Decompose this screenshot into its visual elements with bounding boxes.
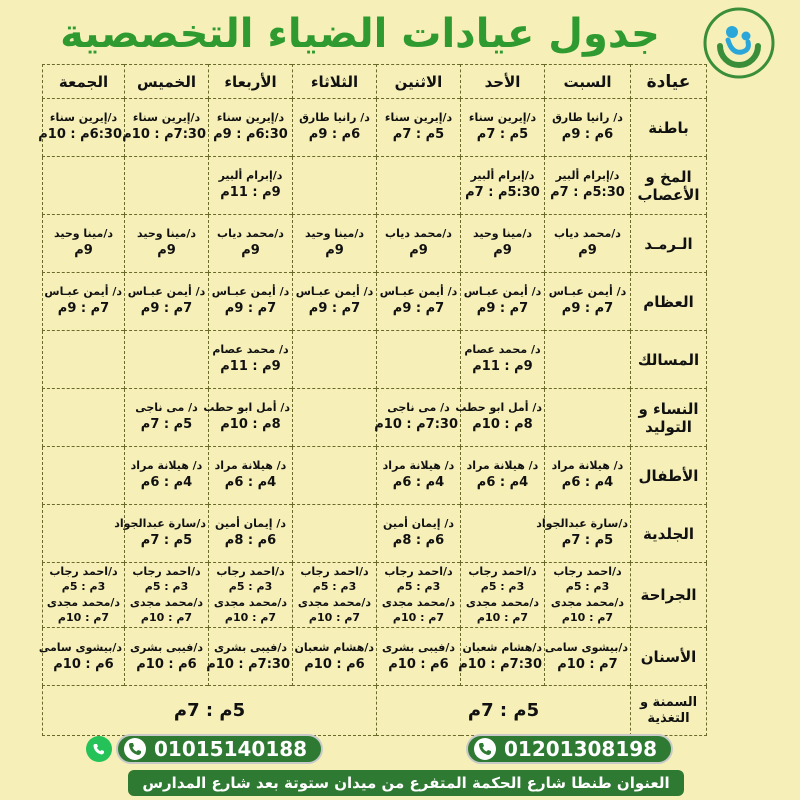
clinic-hours: 6م : 10م	[304, 656, 365, 672]
schedule-cell	[377, 686, 631, 736]
doctor-slot	[38, 640, 122, 673]
schedule-cell	[125, 157, 209, 215]
schedule-cell	[293, 389, 377, 447]
clinic-hours: 7:30م : 10م	[458, 656, 542, 672]
doctor-slot	[295, 565, 374, 595]
doctor-name: د/محمد مجدى	[465, 595, 540, 609]
clinic-hours: 7م : 10م	[476, 610, 529, 624]
schedule-cell	[293, 215, 377, 273]
table-row	[43, 389, 707, 447]
doctor-slot	[127, 227, 206, 259]
clinic-hours: 5م : 7م	[476, 127, 529, 143]
address-bar: العنوان طنطا شارع الحكمة المتفرع من ميدان ستوتة بعد شارع المدارس	[128, 770, 684, 796]
schedule-cell	[374, 389, 461, 447]
page-title: جدول عيادات الضياء التخصصية	[60, 11, 660, 57]
table-header-row	[43, 65, 707, 99]
clinic-name: الجلدية	[631, 505, 707, 563]
doctor-slot	[45, 227, 122, 259]
clinic-hours: 8م : 10م	[472, 417, 533, 433]
schedule-cell	[377, 331, 461, 389]
clinic-hours: 3م : 5م	[396, 579, 441, 593]
clinic-hours: 9م	[157, 243, 176, 259]
doctor-name: د/فيبى بشرى	[129, 640, 204, 654]
doctor-name: د/محمد مجدى	[129, 595, 204, 609]
doctor-name: د/إيرين سناء	[384, 111, 453, 125]
clinic-hours: 7م : 9م	[224, 301, 277, 317]
schedule-cell	[545, 273, 631, 331]
clinic-hours: 7:30م : 10م	[206, 656, 290, 672]
clinic-hours: 7م : 10م	[140, 610, 193, 624]
clinic-hours: 9م	[578, 243, 597, 259]
clinic-hours: 9م : 11م	[472, 359, 533, 375]
clinic-hours: 5م : 7م	[140, 533, 193, 549]
doctor-name: د/محمد دياب	[554, 227, 621, 241]
doctor-slot	[211, 565, 290, 595]
doctor-slot	[455, 401, 542, 433]
phone-whatsapp-number: 01015140188	[154, 737, 308, 761]
doctor-name: د/فيبى بشرى	[213, 640, 288, 654]
schedule-cell	[293, 273, 377, 331]
doctor-name: د/محمد مجدى	[297, 595, 372, 609]
doctor-name: د/محمد مجدى	[46, 595, 121, 609]
doctor-slot	[45, 596, 122, 626]
doctor-name: د/احمد رجاب	[468, 565, 537, 578]
schedule-cell	[293, 505, 377, 563]
clinic-hours: 6م : 10م	[53, 656, 114, 672]
schedule-cell	[461, 563, 545, 628]
clinic-name: الجراحة	[631, 563, 707, 628]
clinic-hours: 9م	[241, 243, 260, 259]
doctor-slot	[379, 641, 458, 673]
clinic-hours: 3م : 5م	[144, 579, 189, 593]
schedule-cell	[209, 99, 293, 157]
doctor-slot	[295, 227, 374, 259]
clinic-name: السمنة و التغذية	[631, 686, 707, 736]
doctor-slot	[45, 285, 122, 317]
day-column-header: الجمعة	[43, 65, 125, 99]
clinic-hours: 5:30م : 7م	[465, 185, 540, 201]
clinic-hours: 7م : 9م	[476, 301, 529, 317]
doctor-name: د/ هيلانة مراد	[551, 459, 624, 473]
doctor-slot	[463, 285, 542, 317]
doctor-name: د/إبرام ألبير	[218, 169, 283, 183]
doctor-slot	[547, 285, 628, 317]
doctor-name: د/ أيمن عبـاس	[463, 285, 542, 299]
clinic-hours: 6م : 10م	[388, 656, 449, 672]
clinic-hours: 5م : 7م	[392, 127, 445, 143]
schedule-cell	[377, 99, 461, 157]
day-column-header: الأربعاء	[209, 65, 293, 99]
schedule-cell	[43, 686, 377, 736]
doctor-slot	[127, 641, 206, 673]
clinic-hours: 7م : 9م	[561, 301, 614, 317]
doctor-name: د/محمد مجدى	[381, 595, 456, 609]
clinic-hours: 5:30م : 7م	[550, 185, 625, 201]
clinic-hours: 3م : 5م	[312, 579, 357, 593]
table-row	[43, 157, 707, 215]
clinic-hours: 7م : 10م	[557, 656, 618, 672]
doctor-name: د/بيشوى سامى	[544, 640, 628, 654]
doctor-name: د/ رانيا طارق	[299, 111, 370, 125]
clinic-hours: 6م : 10م	[136, 656, 197, 672]
doctor-name: د/احمد رجاب	[384, 565, 453, 578]
clinic-hours: 6:30م : 9م	[213, 127, 288, 143]
doctor-slot	[374, 401, 458, 433]
schedule-cell	[125, 331, 209, 389]
doctor-name: د/هشام شعبان	[462, 640, 542, 654]
clinic-hours: 6م : 9م	[561, 127, 614, 143]
schedule-cell	[125, 447, 209, 505]
doctor-slot	[458, 640, 542, 673]
doctor-name: د/ أيمن عبـاس	[44, 285, 122, 299]
doctor-name: د/ محمد عصام	[212, 343, 289, 357]
table-row	[43, 215, 707, 273]
schedule-cell	[43, 447, 125, 505]
clinic-hours: 7م : 9م	[308, 301, 361, 317]
doctor-slot	[547, 565, 628, 595]
schedule-cell	[209, 563, 293, 628]
doctor-name: د/ أمل ابو حطب	[455, 401, 542, 415]
schedule-cell	[209, 331, 293, 389]
doctor-name: د/إيرين سناء	[216, 111, 285, 125]
clinic-hours: 6م : 9م	[308, 127, 361, 143]
doctor-slot	[463, 459, 542, 491]
doctor-name: د/ أمل ابو حطب	[203, 401, 290, 415]
doctor-name: د/احمد رجاب	[300, 565, 369, 578]
schedule-cell	[125, 563, 209, 628]
doctor-slot	[379, 517, 458, 549]
doctor-name: د/مينا وحيد	[53, 227, 114, 241]
doctor-slot	[295, 596, 374, 626]
schedule-cell	[377, 273, 461, 331]
doctor-slot	[547, 111, 628, 143]
doctor-slot	[295, 111, 374, 143]
clinic-hours: 6م : 8م	[224, 533, 277, 549]
doctor-name: د/ مى ناجى	[135, 401, 198, 415]
phone-icon	[474, 738, 496, 760]
schedule-cell	[114, 505, 209, 563]
doctor-name: د/سارة عبدالجواد	[536, 517, 628, 531]
doctor-name: د/إيرين سناء	[132, 111, 201, 125]
doctor-name: د/محمد مجدى	[213, 595, 288, 609]
clinic-hours: 3م : 5م	[480, 579, 525, 593]
clinic-logo	[702, 6, 776, 80]
doctor-name: د/ هيلانة مراد	[130, 459, 203, 473]
doctor-name: د/مينا وحيد	[304, 227, 365, 241]
clinic-hours: 9م	[74, 243, 93, 259]
doctor-slot	[463, 111, 542, 143]
schedule-cell	[545, 331, 631, 389]
schedule-cell	[377, 628, 461, 686]
doctor-name: د/فيبى بشرى	[381, 640, 456, 654]
doctor-slot	[379, 111, 458, 143]
doctor-slot	[211, 517, 290, 549]
clinic-hours: 6:30م : 10م	[38, 127, 122, 143]
clinic-hours: 3م : 5م	[61, 579, 106, 593]
schedule-cell	[377, 215, 461, 273]
doctor-name: د/محمد دياب	[217, 227, 284, 241]
doctor-slot	[463, 343, 542, 375]
doctor-slot	[463, 169, 542, 201]
clinic-hours: 7م : 9م	[392, 301, 445, 317]
table-row	[43, 563, 707, 628]
schedule-cell	[209, 273, 293, 331]
doctor-name: د/إبرام ألبير	[555, 169, 620, 183]
schedule-cell	[461, 273, 545, 331]
doctor-name: د/ إيمان أمين	[214, 517, 287, 531]
schedule-cell	[461, 157, 545, 215]
schedule-cell	[43, 215, 125, 273]
doctor-slot	[127, 565, 206, 595]
doctor-slot	[211, 343, 290, 375]
schedule-cell	[209, 157, 293, 215]
doctor-name: د/ أيمن عبـاس	[295, 285, 374, 299]
clinic-hours: 4م : 6م	[561, 475, 614, 491]
clinic-hours: 8م : 10م	[220, 417, 281, 433]
doctor-slot	[127, 401, 206, 433]
doctor-name: د/مينا وحيد	[472, 227, 533, 241]
doctor-slot	[45, 565, 122, 595]
doctor-name: د/مينا وحيد	[136, 227, 197, 241]
table-row	[43, 505, 707, 563]
schedule-cell	[455, 389, 545, 447]
doctor-slot	[547, 169, 628, 201]
schedule-cell	[293, 628, 377, 686]
doctor-slot	[463, 227, 542, 259]
doctor-name: د/ أيمن عبـاس	[211, 285, 290, 299]
doctor-slot	[127, 596, 206, 626]
doctor-slot	[127, 459, 206, 491]
doctor-slot	[463, 565, 542, 595]
clinic-hours: 7م : 10م	[224, 610, 277, 624]
schedule-cell	[461, 99, 545, 157]
schedule-cell	[293, 447, 377, 505]
clinic-hours: 7:30م : 10م	[374, 417, 458, 433]
schedule-cell	[209, 505, 293, 563]
doctor-slot	[295, 641, 374, 673]
schedule-cell	[206, 628, 293, 686]
clinic-hours: 4م : 6م	[392, 475, 445, 491]
schedule-cell	[545, 628, 631, 686]
schedule-cell	[293, 99, 377, 157]
clinic-hours: 7م : 10م	[561, 610, 614, 624]
doctor-name: د/احمد رجاب	[553, 565, 622, 578]
schedule-cell	[545, 389, 631, 447]
doctor-slot	[379, 227, 458, 259]
phone-icon	[124, 738, 146, 760]
doctor-slot	[211, 111, 290, 143]
doctor-slot	[544, 640, 628, 673]
schedule-cell	[209, 215, 293, 273]
schedule-cell	[536, 505, 631, 563]
schedule-cell	[293, 563, 377, 628]
doctor-slot	[211, 227, 290, 259]
schedule-cell	[43, 389, 125, 447]
day-column-header: الاثنين	[377, 65, 461, 99]
clinic-hours: 7م : 9م	[57, 301, 110, 317]
doctor-slot	[211, 285, 290, 317]
doctor-slot	[547, 227, 628, 259]
clinic-hours: 5م : 7م	[140, 417, 193, 433]
schedule-cell	[43, 505, 125, 563]
clinic-hours: 9م : 11م	[220, 359, 281, 375]
schedule-cell	[545, 215, 631, 273]
schedule-cell	[125, 389, 209, 447]
clinic-hours: 5م : 7م	[173, 700, 246, 722]
schedule-cell	[545, 447, 631, 505]
clinic-hours: 5م : 7م	[561, 533, 614, 549]
clinic-hours: 9م	[493, 243, 512, 259]
phone-call-number: 01201308198	[504, 737, 658, 761]
doctor-slot	[38, 111, 122, 143]
schedule-cell	[122, 99, 209, 157]
schedule-table	[38, 64, 707, 736]
clinic-hours: 3م : 5م	[228, 579, 273, 593]
doctor-name: د/ أيمن عبـاس	[548, 285, 627, 299]
clinic-hours: 9م : 11م	[220, 185, 281, 201]
doctor-name: د/ هيلانة مراد	[382, 459, 455, 473]
doctor-name: د/إيرين سناء	[49, 111, 118, 125]
doctor-slot	[547, 459, 628, 491]
doctor-slot	[536, 517, 628, 549]
schedule-cell	[209, 447, 293, 505]
doctor-name: د/ أيمن عبـاس	[127, 285, 206, 299]
schedule-cell	[125, 215, 209, 273]
schedule-cell	[38, 628, 125, 686]
schedule-cell	[461, 447, 545, 505]
doctor-slot	[127, 285, 206, 317]
clinic-hours: 6م : 8م	[392, 533, 445, 549]
schedule-cell	[545, 99, 631, 157]
table-row	[43, 273, 707, 331]
phone-whatsapp-pill[interactable]	[116, 734, 323, 764]
doctor-name: د/ هيلانة مراد	[214, 459, 287, 473]
schedule-cell	[461, 505, 545, 563]
clinic-hours: 5م : 7م	[467, 700, 540, 722]
schedule-cell	[203, 389, 293, 447]
clinic-hours: 3م : 5م	[565, 579, 610, 593]
clinic-hours: 7م : 10م	[392, 610, 445, 624]
doctor-name: د/ إيمان أمين	[382, 517, 455, 531]
schedule-cell	[461, 331, 545, 389]
doctor-name: د/ أيمن عبـاس	[379, 285, 458, 299]
doctor-name: د/بيشوى سامى	[38, 640, 122, 654]
clinic-name: المخ و الأعصاب	[631, 157, 707, 215]
doctor-name: د/ هيلانة مراد	[466, 459, 539, 473]
day-column-header: الخميس	[125, 65, 209, 99]
clinic-name: الـرمـد	[631, 215, 707, 273]
schedule-cell	[43, 157, 125, 215]
doctor-name: د/ مى ناجى	[387, 401, 450, 415]
clinic-hours: 7م : 9م	[140, 301, 193, 317]
clinic-name: باطنة	[631, 99, 707, 157]
clinic-hours: 7م : 10م	[57, 610, 110, 624]
schedule-cell	[377, 157, 461, 215]
doctor-name: د/محمد دياب	[385, 227, 452, 241]
schedule-cell	[377, 505, 461, 563]
doctor-name: د/إبرام ألبير	[470, 169, 535, 183]
table-row	[43, 628, 707, 686]
schedule-cell	[377, 447, 461, 505]
doctor-slot	[547, 596, 628, 626]
doctor-slot	[379, 285, 458, 317]
clinic-column-header: عيادة	[631, 65, 707, 99]
table-row	[43, 686, 707, 736]
doctor-name: د/إيرين سناء	[468, 111, 537, 125]
schedule-cell	[43, 273, 125, 331]
table-row	[43, 447, 707, 505]
clinic-hours: 4م : 6م	[224, 475, 277, 491]
doctor-name: د/ رانيا طارق	[552, 111, 623, 125]
clinic-name: الأطفال	[631, 447, 707, 505]
doctor-slot	[463, 596, 542, 626]
clinic-hours: 7:30م : 10م	[122, 127, 206, 143]
schedule-cell	[545, 563, 631, 628]
day-column-header: الثلاثاء	[293, 65, 377, 99]
doctor-slot	[122, 111, 206, 143]
doctor-slot	[206, 640, 290, 673]
phone-call-pill[interactable]	[466, 734, 673, 764]
doctor-slot	[114, 517, 206, 549]
clinic-name: النساء و التوليد	[631, 389, 707, 447]
table-row	[43, 99, 707, 157]
doctor-name: د/هشام شعبان	[294, 640, 374, 654]
day-column-header: الأحد	[461, 65, 545, 99]
table-row	[43, 331, 707, 389]
clinic-hours: 9م	[325, 243, 344, 259]
schedule-cell	[38, 99, 125, 157]
schedule-cell	[293, 331, 377, 389]
schedule-cell	[461, 215, 545, 273]
clinic-hours: 7م : 10م	[308, 610, 361, 624]
doctor-slot	[211, 169, 290, 201]
schedule-cell	[43, 331, 125, 389]
doctor-name: د/سارة عبدالجواد	[114, 517, 206, 531]
doctor-slot	[379, 459, 458, 491]
clinic-name: العظام	[631, 273, 707, 331]
clinic-hours: 4م : 6م	[140, 475, 193, 491]
clinic-hours: 4م : 6م	[476, 475, 529, 491]
doctor-name: د/محمد مجدى	[550, 595, 625, 609]
clinic-hours: 9م	[409, 243, 428, 259]
schedule-cell	[43, 563, 125, 628]
schedule-cell	[125, 273, 209, 331]
schedule-cell	[125, 628, 209, 686]
doctor-slot	[379, 565, 458, 595]
doctor-slot	[211, 596, 290, 626]
clinic-name: الأسنان	[631, 628, 707, 686]
doctor-name: د/احمد رجاب	[49, 565, 118, 578]
doctor-slot	[295, 285, 374, 317]
doctor-name: د/ محمد عصام	[464, 343, 541, 357]
doctor-name: د/احمد رجاب	[216, 565, 285, 578]
day-column-header: السبت	[545, 65, 631, 99]
schedule-cell	[458, 628, 545, 686]
schedule-cell	[293, 157, 377, 215]
doctor-slot	[203, 401, 290, 433]
schedule-cell	[377, 563, 461, 628]
doctor-name: د/احمد رجاب	[132, 565, 201, 578]
schedule-cell	[545, 157, 631, 215]
whatsapp-icon[interactable]	[86, 736, 112, 762]
family-care-logo-icon	[702, 6, 776, 80]
clinic-name: المسالك	[631, 331, 707, 389]
doctor-slot	[211, 459, 290, 491]
doctor-slot	[379, 596, 458, 626]
